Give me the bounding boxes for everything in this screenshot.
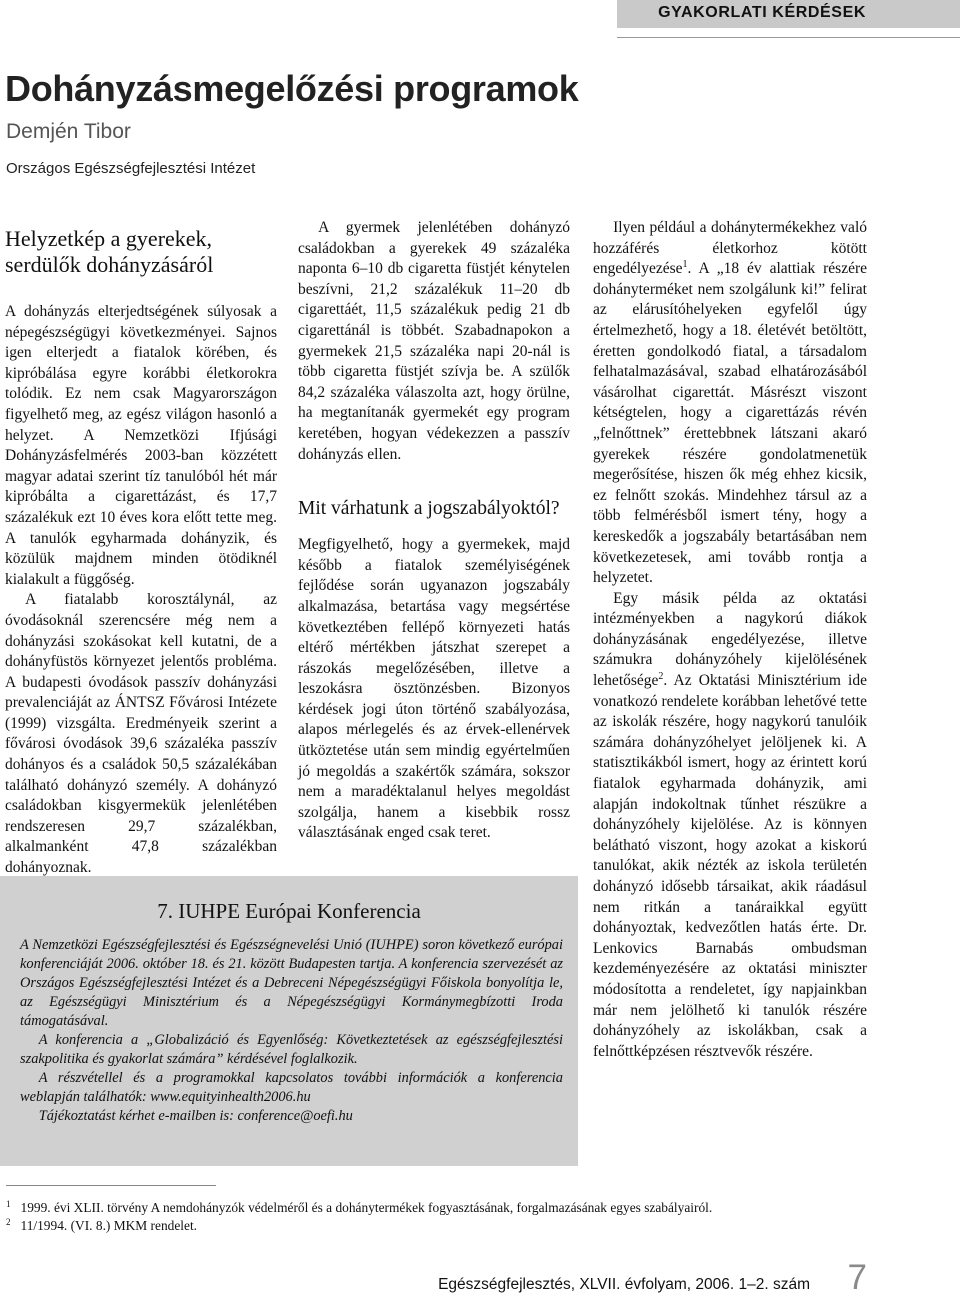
paragraph: A dohányzás elterjedtségének súlyosak a népegészségügyi következményei. Sajnos igen elterjedt a fiatalok körében, és kipróbálása egyre korábbi életkorokra tolódik. Ez nem csak Magyarországon figyelhető meg, az egész világon hasonló a helyzet. A Nemzetközi Ifjúsági Dohányzásfelmérés 2003-ban közzétett magyar adatai szerint tíz tanulóból hét már kipróbálta a cigarettázást, és 17,7 százalékuk ezt 10 éves kora előtt tette meg. A tanulók egyharmada dohányzik, és közülük majdnem minden ötödiknél kialakult a függőség. [5,303,277,588]
column-right [593,218,867,1062]
footnote-rule [6,1185,216,1186]
author-affiliation: Országos Egészségfejlesztési Intézet [6,160,256,177]
conference-box-title: 7. IUHPE Európai Konferencia [157,899,421,923]
conference-box [0,876,578,1166]
paragraph: Egy másik példa az oktatási intézményekben a nagykorú diákok dohányzásának engedélyezése, illetve számukra dohányzóhely kijelölésének lehetősége$^2$. Az Oktatási Minisztérium ide vonatkozó rendelete korábban lehetővé tette az iskolák részére, hogy nagykorú tanulóik számára dohányzóhelyet jelöljenek ki. A statisztikákból ismert, hogy az érintett korú fiatalok egyharmada dohányzik, ami alapján indokoltnak tűnhet részükre a dohányzóhely kijelölése. Az is könnyen belátható viszont, hogy azokat a kiskorú tanulókat, akik nézték az iskola területén dohányzó idősebb társaikat, akik ráadásul nem ritkán a tanáraikkal együtt dohányoztak, kedvezőtlen hatás érte. Dr. Lenkovics Barnabás ombudsman kezdeményezésére az oktatási miniszter módosította a rendeletet, így napjainkban már nem jelölhető ki tanulók részére dohányzóhely az iskolákban, csak a felnőttképzésen résztvevők részére. [593,589,867,1060]
box-paragraph: A részvétellel és a programokkal kapcsolatos további információk a konferencia weblapján találhatók: www.equityinhealth2006.hu [20,1070,563,1105]
author-name: Demjén Tibor [6,120,131,143]
journal-citation: Egészségfejlesztés, XLVII. évfolyam, 2006. 1–2. szám [438,1276,810,1293]
footnote: $^2$ 11/1994. (VI. 8.) MKM rendelet. [6,1216,198,1233]
footnote: $^1$ 1999. évi XLII. törvény A nemdohányzók védelméről és a dohánytermékek fogyasztásának, forgalmazásának egyes szabályairól. [6,1198,713,1215]
paragraph: Megfigyelhető, hogy a gyermekek, majd később a fiatalok személyiségének fejlődése során ugyanazon jogszabály alkalmazása, betartása vagy megsértése következtében fellépő környezeti hatás eltérő mértékben játszhat szerepet a rászokás megelőzésében, illetve a leszokásra ösztönzésben. Bizonyos kérdések jogi úton történő szabályozása, alapos mérlegelés és az érvek-ellenérvek ütköztetése után sem mindig egyértelműen jó megoldás a szakértők számára, sokszor nem a maradéktalanul helyes megoldást szolgálja, hanem a kisebbik rossz választásának enged csak teret. [298,536,570,842]
section-heading-legislation: Mit várhatunk a jogszabályoktól? [298,498,560,520]
paragraph: A fiatalabb korosztálynál, az óvodásoknál szerencsére még nem a dohányzási szokásokat kell kutatni, de a dohányfüstös környezet jelentős probléma. A budapesti óvodások passzív dohányzási prevalenciáját az ÁNTSZ Fővárosi Intézete (1999) vizsgálta. Eredményeik szerint a fővárosi óvodások 39,6 százaléka passzív dohányos és a családok 50,5 százalékában található dohányzó személy. A dohányzó családokban kisgyermekük jelenlétében rendszeresen 29,7 százalékban, alkalmanként 47,8 százalékban dohányoznak. [5,591,277,877]
conference-box-body [20,936,563,1126]
section-header-bar [617,0,960,28]
section-heading-situation: Helyzetkép a gyerekek, serdülők dohányzásáról [5,226,214,277]
paragraph: Ilyen például a dohánytermékekhez való hozzáférés életkorhoz kötött engedélyezése$^1$. A „18 év alattiak részére dohányterméket nem szolgálunk ki!” felirat az elárusítóhelyeken egyfelől úgy értelmezhető, hogy a 18. életévét betöltött, éretten gondolkodó fiatal, a társadalom felhatalmazásával, szabad elhatározásából vásárolhat cigarettát. Másrészt viszont kétségtelen, hogy a cigarettázás révén „felnőttnek” érettebbnek látszani akaró gyerekek részére gondolatmenetük megerősítése, hiszen ők még ehhez kicsik, ez felnőtt szokás. Mindehhez társul az a több felmérésből ismert tény, hogy a kereskedők a jogszabály betartásában nem következetesek, ami tovább rontja a helyzetet. [593,219,867,587]
section-label: GYAKORLATI KÉRDÉSEK [658,4,866,21]
header-rule [617,37,960,38]
column-left [5,226,277,879]
paragraph: A gyermek jelenlétében dohányzó családokban a gyerekek 49 százaléka naponta 6–10 db cigaretta füstjét kénytelen beszívni, 21,2 százalékuk 11–20 db cigarettáét, 11,5 százalékuk pedig 21 db cigarettánál is többét. Szabadnapokon a gyermekek 21,5 százaléka napi 20-nál is több cigaretta füstjét szívja be. A szülők 84,2 százaléka válaszolta azt, hogy örülne, ha megtanítanák gyermekét egy program keretében, hogyan védekezzen a passzív dohányzás ellen. [298,219,570,463]
article-title: Dohányzásmegelőzési programok [5,68,579,109]
page-number: 7 [847,1258,867,1297]
footnote-ref: 1 [682,259,688,271]
column-middle [298,218,570,844]
box-paragraph: A konferencia a „Globalizáció és Egyenlőség: Következtetések az egészségfejlesztési szakpolitika és gyakorlat számára” kérdésével foglalkozik. [20,1032,563,1067]
box-paragraph: A Nemzetközi Egészségfejlesztési és Egészségnevelési Unió (IUHPE) soron következő európai konferenciáját 2006. október 18. és 21. között Budapesten tartja. A konferencia szervezését az Országos Egészségfejlesztési Intézet és a Debreceni Népegészségügyi Főiskola bonyolítja le, az Egészségügyi Minisztérium és a Népegészségügyi Kormánymegbízotti Iroda támogatásával. [20,937,563,1029]
footnote-ref: 2 [658,670,664,682]
box-paragraph: Tájékoztatást kérhet e-mailben is: conference@oefi.hu [38,1108,353,1124]
